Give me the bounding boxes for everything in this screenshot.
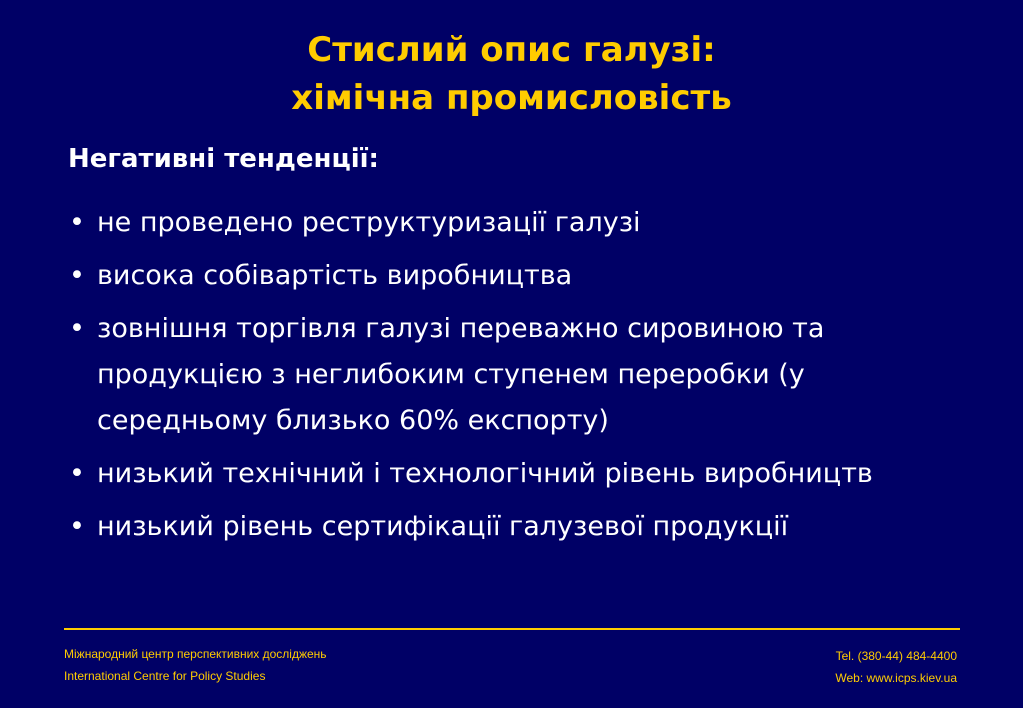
- bullet-item: [68, 306, 968, 444]
- bullet-marker: •: [69, 511, 85, 542]
- slide-title-line-1: Стислий опис галузі:: [307, 30, 716, 70]
- bullet-item: [68, 451, 968, 497]
- bullet-marker: •: [69, 207, 85, 238]
- footer-contacts: [835, 645, 957, 689]
- org-name-ukrainian: Міжнародний центр перспективних досліджень: [64, 647, 327, 661]
- contact-website: Web: www.icps.kiev.ua: [835, 671, 957, 685]
- slide-title: [0, 26, 1023, 122]
- section-heading: Негативні тенденції:: [68, 144, 379, 174]
- bullet-list: [68, 200, 968, 557]
- bullet-item: [68, 504, 968, 550]
- footer-divider: [64, 628, 960, 630]
- org-name-english: International Centre for Policy Studies: [64, 669, 266, 683]
- bullet-text: висока собівартість виробництва: [97, 260, 573, 291]
- slide-title-line-2: хімічна промисловість: [291, 78, 732, 118]
- bullet-text: зовнішня торгівля галузі переважно сировиною та продукцією з неглибоким ступенем переробки (у середньому близько 60% експорту): [97, 313, 825, 436]
- bullet-marker: •: [69, 313, 85, 344]
- bullet-item: [68, 200, 968, 246]
- footer-organization: [64, 643, 327, 687]
- bullet-text: низький технічний і технологічний рівень виробництв: [97, 458, 873, 489]
- bullet-marker: •: [69, 458, 85, 489]
- contact-telephone: Tel. (380-44) 484-4400: [835, 649, 957, 663]
- bullet-marker: •: [69, 260, 85, 291]
- bullet-item: [68, 253, 968, 299]
- bullet-text: не проведено реструктуризації галузі: [97, 207, 641, 238]
- bullet-text: низький рівень сертифікації галузевої продукції: [97, 511, 789, 542]
